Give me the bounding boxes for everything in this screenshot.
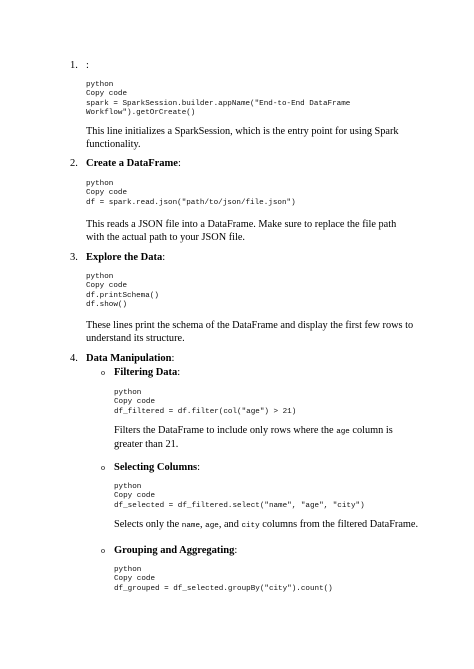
bullet-icon: o (101, 463, 105, 472)
heading-suffix: : (197, 462, 201, 473)
text-run: Selects only the (114, 519, 182, 530)
text-run: Filters the DataFrame to include only rows where the (114, 425, 337, 436)
list-heading (86, 251, 165, 264)
paragraph (114, 519, 419, 533)
code-block[interactable]: python Copy code df_selected = df_filtered.select("name", "age", "city") (114, 483, 365, 510)
sub-heading (114, 544, 237, 557)
paragraph: These lines print the schema of the DataFrame and display the first few rows to understand its structure. (86, 320, 414, 344)
paragraph: This line initializes a SparkSession, which is the entry point for using Spark functionality. (86, 126, 399, 150)
heading-suffix: : (177, 367, 181, 378)
bullet-icon: o (101, 546, 105, 555)
heading-bold: Explore the Data (86, 252, 163, 263)
heading-suffix: : (177, 158, 181, 169)
list-number: 4. (70, 353, 78, 364)
code-block[interactable]: python Copy code df_grouped = df_selected.groupBy("city").count() (114, 566, 333, 593)
text-run: columns from the filtered DataFrame. (259, 519, 419, 530)
list-heading (86, 352, 174, 365)
code-block[interactable]: python Copy code df.printSchema() df.show() (86, 273, 159, 309)
inline-code: age (205, 522, 219, 530)
text-run: column is greater than 21. (114, 425, 393, 450)
list-number: 3. (70, 252, 78, 263)
list-number: 2. (70, 158, 78, 169)
heading-suffix: : (171, 353, 175, 364)
list-heading: : (86, 60, 89, 71)
inline-code: age (336, 428, 350, 436)
list-heading (86, 157, 181, 170)
code-block[interactable]: python Copy code spark = SparkSession.builder.appName("End-to-End DataFrame Workflow").getOrCreate() (86, 81, 351, 117)
paragraph: This reads a JSON file into a DataFrame. Make sure to replace the file path with the actual path to your JSON file. (86, 219, 397, 243)
code-block[interactable]: python Copy code df = spark.read.json("path/to/json/file.json") (86, 180, 296, 207)
text-run: , and (218, 519, 242, 530)
sub-heading (114, 366, 180, 379)
text-run: , (200, 519, 206, 530)
paragraph (114, 425, 419, 451)
heading-bold: Selecting Columns (114, 462, 198, 473)
inline-code: city (241, 522, 260, 530)
code-block[interactable]: python Copy code df_filtered = df.filter(col("age") > 21) (114, 389, 297, 416)
heading-bold: Data Manipulation (86, 353, 172, 364)
heading-bold: Create a DataFrame (86, 158, 178, 169)
heading-suffix: : (234, 545, 238, 556)
heading-bold: Grouping and Aggregating (114, 545, 235, 556)
heading-suffix: : (162, 252, 166, 263)
bullet-icon: o (101, 368, 105, 377)
list-number: 1. (70, 60, 78, 71)
heading-bold: Filtering Data (114, 367, 178, 378)
sub-heading (114, 461, 200, 474)
inline-code: name (181, 522, 201, 530)
